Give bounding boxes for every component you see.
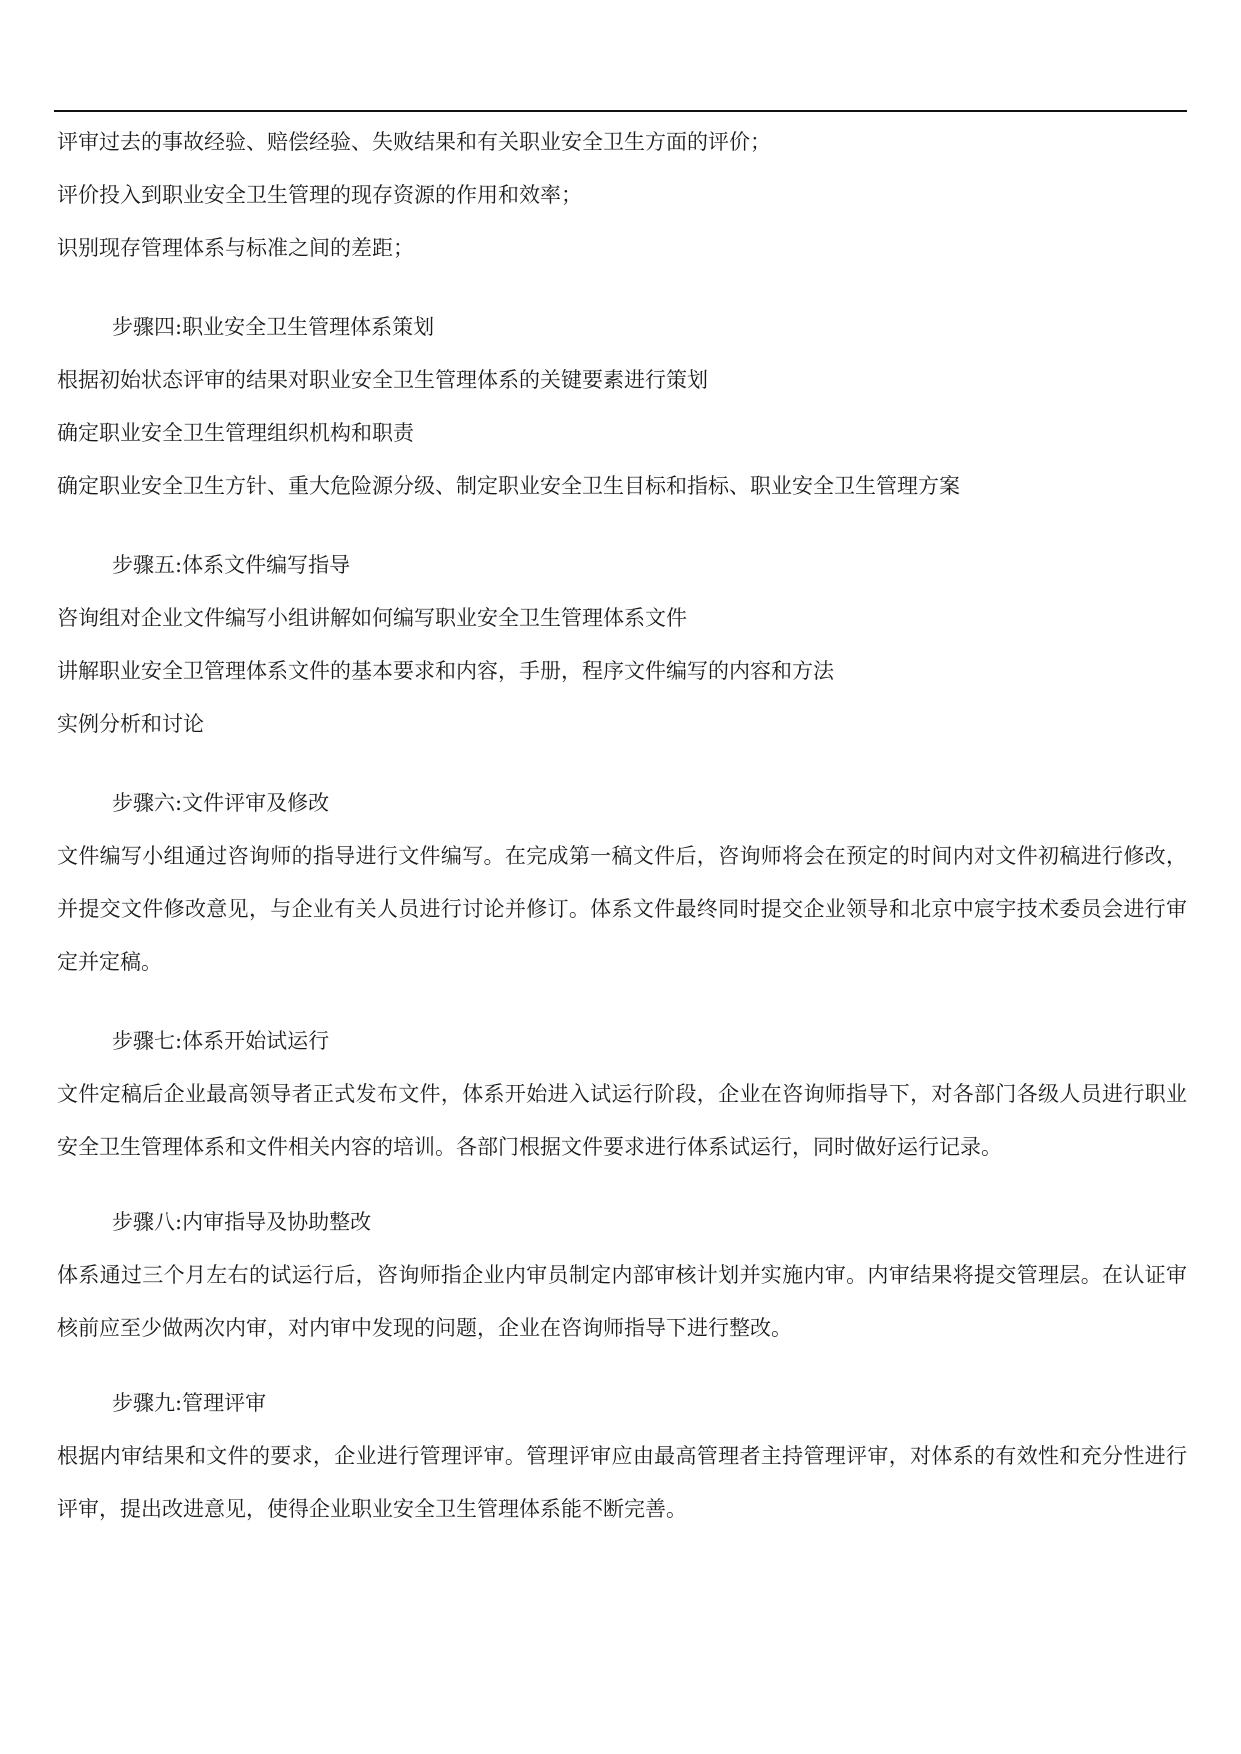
- section-heading: 步骤九:管理评审: [112, 1391, 267, 1415]
- section-step-4: [57, 301, 1187, 513]
- header-rule: [54, 110, 1187, 112]
- section-heading: 步骤八:内审指导及协助整改: [112, 1210, 372, 1234]
- section-step-6: [57, 777, 1187, 989]
- section-heading: 步骤七:体系开始试运行: [112, 1029, 330, 1053]
- intro-block: [57, 116, 1187, 275]
- section-heading: 步骤四:职业安全卫生管理体系策划: [112, 315, 435, 339]
- intro-line: 评审过去的事故经验、赔偿经验、失败结果和有关职业安全卫生方面的评价；: [57, 130, 771, 154]
- section-step-9: [57, 1377, 1187, 1536]
- section-line: 确定职业安全卫生管理组织机构和职责: [57, 421, 414, 445]
- section-step-8: [57, 1196, 1187, 1355]
- intro-line: 评价投入到职业安全卫生管理的现存资源的作用和效率；: [57, 183, 582, 207]
- section-heading: 步骤五:体系文件编写指导: [112, 553, 351, 577]
- section-paragraph: 文件编写小组通过咨询师的指导进行文件编写。在完成第一稿文件后，咨询师将会在预定的时间内对文件初稿进行修改，并提交文件修改意见，与企业有关人员进行讨论并修订。体系文件最终同时提交企业领导和北京中宸宇技术委员会进行审定并定稿。: [57, 844, 1187, 974]
- section-line: 根据初始状态评审的结果对职业安全卫生管理体系的关键要素进行策划: [57, 368, 708, 392]
- section-line: 实例分析和讨论: [57, 712, 204, 736]
- section-paragraph: 文件定稿后企业最高领导者正式发布文件，体系开始进入试运行阶段，企业在咨询师指导下，对各部门各级人员进行职业安全卫生管理体系和文件相关内容的培训。各部门根据文件要求进行体系试运行，同时做好运行记录。: [57, 1082, 1187, 1159]
- section-line: 讲解职业安全卫管理体系文件的基本要求和内容，手册，程序文件编写的内容和方法: [57, 659, 834, 683]
- section-line: 确定职业安全卫生方针、重大危险源分级、制定职业安全卫生目标和指标、职业安全卫生管理方案: [57, 474, 960, 498]
- document-body: [57, 116, 1187, 1536]
- section-paragraph: 体系通过三个月左右的试运行后，咨询师指企业内审员制定内部审核计划并实施内审。内审结果将提交管理层。在认证审核前应至少做两次内审，对内审中发现的问题，企业在咨询师指导下进行整改。: [57, 1263, 1187, 1340]
- section-heading: 步骤六:文件评审及修改: [112, 791, 330, 815]
- section-paragraph: 根据内审结果和文件的要求，企业进行管理评审。管理评审应由最高管理者主持管理评审，对体系的有效性和充分性进行评审，提出改进意见，使得企业职业安全卫生管理体系能不断完善。: [57, 1444, 1187, 1521]
- section-step-5: [57, 539, 1187, 751]
- intro-line: 识别现存管理体系与标准之间的差距；: [57, 236, 414, 260]
- section-line: 咨询组对企业文件编写小组讲解如何编写职业安全卫生管理体系文件: [57, 606, 687, 630]
- section-step-7: [57, 1015, 1187, 1174]
